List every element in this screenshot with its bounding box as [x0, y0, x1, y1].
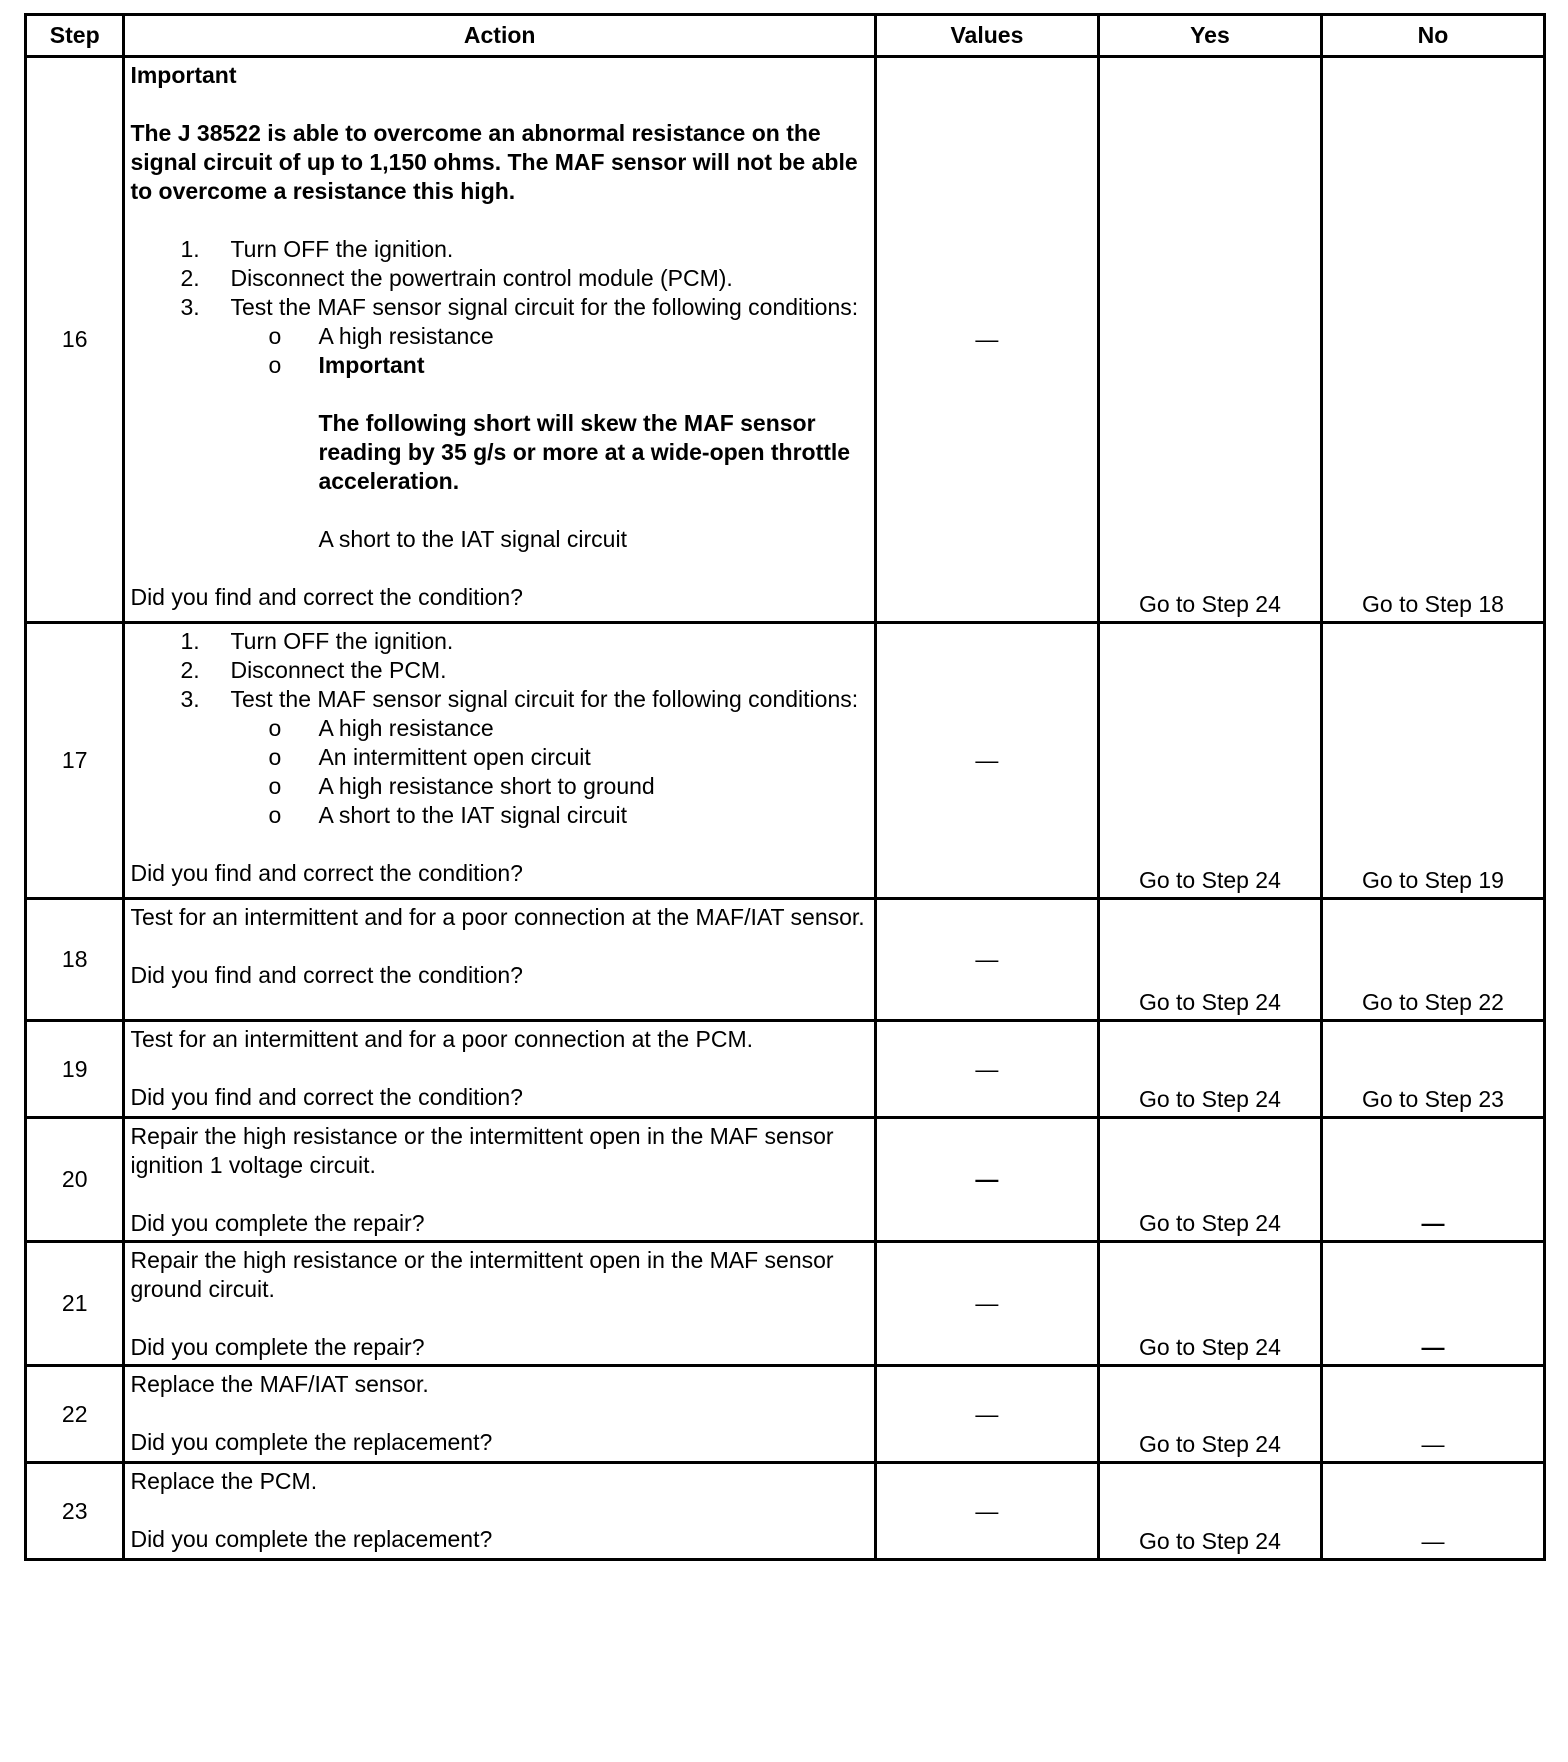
no-cell: — — [1321, 1366, 1544, 1463]
yes-cell: Go to Step 24 — [1098, 1463, 1321, 1560]
important-note: The J 38522 is able to overcome an abnormal resistance on the signal circuit of up to 1,150 ohms. The MAF sensor will not be able to overcome a resistance this high. — [130, 120, 858, 204]
no-cell: Go to Step 18 — [1321, 57, 1544, 623]
values-cell: — — [875, 57, 1098, 623]
important-heading: Important — [318, 352, 425, 378]
yes-cell: Go to Step 24 — [1098, 1242, 1321, 1366]
table-row — [26, 57, 1545, 623]
question-text: Did you complete the repair? — [130, 1334, 425, 1360]
action-text: Test for an intermittent and for a poor connection at the MAF/IAT sensor. — [130, 904, 865, 930]
procedure-list — [130, 627, 865, 830]
list-item: 3. Test the MAF sensor signal circuit for the following conditions: o A high resistance o An intermittent open circuit o A high resistance short to ground o A short to the IAT signal circuit — [180, 685, 865, 830]
values-cell: — — [875, 899, 1098, 1021]
no-cell: Go to Step 22 — [1321, 899, 1544, 1021]
header-action: Action — [124, 15, 875, 57]
diagnostic-table — [24, 13, 1546, 1561]
no-cell: — — [1321, 1242, 1544, 1366]
yes-cell: Go to Step 24 — [1098, 1021, 1321, 1118]
action-cell — [124, 899, 875, 1021]
list-item: 2. Disconnect the PCM. — [180, 657, 447, 683]
condition-list — [230, 714, 865, 830]
list-item: o A high resistance short to ground — [268, 773, 655, 799]
list-item: 2. Disconnect the powertrain control module (PCM). — [180, 265, 733, 291]
header-no: No — [1321, 15, 1544, 57]
header-row — [26, 15, 1545, 57]
header-yes: Yes — [1098, 15, 1321, 57]
action-text: Replace the PCM. — [130, 1468, 318, 1494]
step-number: 16 — [26, 57, 124, 623]
list-item: o A short to the IAT signal circuit — [268, 802, 627, 828]
action-text: Repair the high resistance or the intermittent open in the MAF sensor ignition 1 voltage circuit. — [130, 1123, 834, 1178]
question-text: Did you complete the replacement? — [130, 1526, 493, 1552]
no-cell: — — [1321, 1463, 1544, 1560]
header-values: Values — [875, 15, 1098, 57]
list-item: o A high resistance — [268, 715, 494, 741]
values-cell: — — [875, 1021, 1098, 1118]
step-number: 22 — [26, 1366, 124, 1463]
action-cell — [124, 623, 875, 899]
question-text: Did you find and correct the condition? — [130, 860, 523, 886]
no-cell: Go to Step 19 — [1321, 623, 1544, 899]
list-item: 1. Turn OFF the ignition. — [180, 236, 454, 262]
no-cell: — — [1321, 1118, 1544, 1242]
condition-text: A short to the IAT signal circuit — [318, 526, 627, 552]
yes-cell: Go to Step 24 — [1098, 1366, 1321, 1463]
no-cell: Go to Step 23 — [1321, 1021, 1544, 1118]
action-text: Replace the MAF/IAT sensor. — [130, 1371, 429, 1397]
question-text: Did you complete the repair? — [130, 1210, 425, 1236]
action-cell — [124, 1118, 875, 1242]
question-text: Did you complete the replacement? — [130, 1429, 493, 1455]
list-item: 1. Turn OFF the ignition. — [180, 628, 454, 654]
yes-cell: Go to Step 24 — [1098, 623, 1321, 899]
step-number: 17 — [26, 623, 124, 899]
step-number: 19 — [26, 1021, 124, 1118]
important-heading: Important — [130, 62, 237, 88]
action-cell — [124, 57, 875, 623]
table-row — [26, 1118, 1545, 1242]
values-cell: — — [875, 1463, 1098, 1560]
procedure-list — [130, 235, 865, 554]
table-row — [26, 1242, 1545, 1366]
values-cell: — — [875, 1366, 1098, 1463]
values-cell: — — [875, 1242, 1098, 1366]
table-row — [26, 899, 1545, 1021]
yes-cell: Go to Step 24 — [1098, 1118, 1321, 1242]
step-number: 21 — [26, 1242, 124, 1366]
table-row — [26, 1463, 1545, 1560]
action-cell — [124, 1021, 875, 1118]
yes-cell: Go to Step 24 — [1098, 899, 1321, 1021]
header-step: Step — [26, 15, 124, 57]
action-text: Test for an intermittent and for a poor connection at the PCM. — [130, 1026, 754, 1052]
list-item: 3. Test the MAF sensor signal circuit for the following conditions: o A high resistance o Important The following short will skew the MAF sensor reading by 35 g/s or more at a wide-open throttle acceleration. A short to the IAT signal circuit — [180, 293, 865, 554]
values-cell: — — [875, 1118, 1098, 1242]
step-number: 23 — [26, 1463, 124, 1560]
values-cell: — — [875, 623, 1098, 899]
important-note: The following short will skew the MAF sensor reading by 35 g/s or more at a wide-open throttle acceleration. — [318, 410, 851, 494]
question-text: Did you find and correct the condition? — [130, 1084, 523, 1110]
step-number: 18 — [26, 899, 124, 1021]
table-row — [26, 623, 1545, 899]
yes-cell: Go to Step 24 — [1098, 57, 1321, 623]
step-number: 20 — [26, 1118, 124, 1242]
list-item: o Important The following short will skew the MAF sensor reading by 35 g/s or more at a wide-open throttle acceleration. A short to the IAT signal circuit — [268, 351, 865, 554]
action-text: Repair the high resistance or the intermittent open in the MAF sensor ground circuit. — [130, 1247, 834, 1302]
action-cell — [124, 1366, 875, 1463]
table-row — [26, 1366, 1545, 1463]
table-row — [26, 1021, 1545, 1118]
question-text: Did you find and correct the condition? — [130, 584, 523, 610]
action-cell — [124, 1463, 875, 1560]
list-item: o An intermittent open circuit — [268, 744, 591, 770]
list-item: o A high resistance — [268, 323, 494, 349]
condition-list — [230, 322, 865, 554]
question-text: Did you find and correct the condition? — [130, 962, 523, 988]
action-cell — [124, 1242, 875, 1366]
